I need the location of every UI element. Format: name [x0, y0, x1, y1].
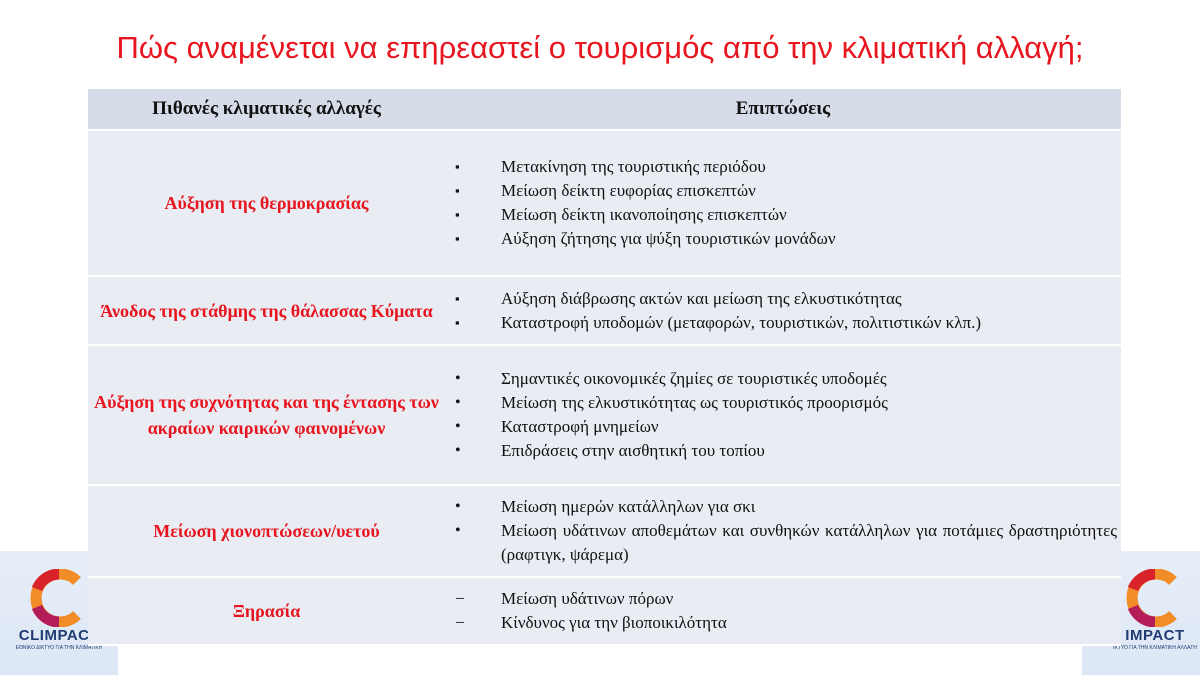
list-item [455, 415, 1121, 439]
climate-change-cell: Αύξηση της συχνότητας και της έντασης των ακραίων καιρικών φαινομένων [88, 345, 445, 485]
impact-text: Καταστροφή υποδομών (μεταφορών, τουριστικών, πολιτιστικών κλπ.) [501, 312, 981, 332]
square-bullet-icon: ▪ [455, 183, 460, 198]
round-bullet-icon: • [455, 370, 461, 387]
climpact-c-icon [29, 569, 89, 627]
header-climate-changes: Πιθανές κλιματικές αλλαγές [88, 89, 445, 130]
square-bullet-icon: ▪ [455, 314, 460, 330]
list-item [455, 227, 1121, 251]
impact-text: Μετακίνηση της τουριστικής περιόδου [501, 157, 766, 176]
dash-bullet-icon: − [455, 613, 465, 632]
table-row [88, 130, 1121, 276]
impacts-list [445, 155, 1121, 251]
list-item [455, 611, 1121, 635]
list-item [455, 587, 1121, 611]
impact-text: Μείωση υδάτινων αποθεμάτων και συνθηκών κατάλληλων για ποτάμιες δραστηριότητες (ραφτιγκ, ψάρεμα) [501, 521, 1117, 564]
impact-text: Μείωση δείκτη ικανοποίησης επισκεπτών [501, 205, 787, 224]
impacts-cell [445, 485, 1121, 577]
square-bullet-icon: ▪ [455, 231, 460, 246]
list-item [455, 367, 1121, 391]
climate-change-cell: Αύξηση της θερμοκρασίας [88, 130, 445, 276]
list-item [455, 203, 1121, 227]
table-row [88, 345, 1121, 485]
list-item [455, 287, 1121, 311]
impact-text: Μείωση δείκτη ευφορίας επισκεπτών [501, 181, 756, 200]
logo-tagline-right: ΙΚΤΥΟ ΓΙΑ ΤΗΝ ΚΛΙΜΑΤΙΚΗ ΑΛΛΑΓΗ [1113, 645, 1197, 651]
impacts-list [445, 495, 1121, 567]
climate-change-cell: Μείωση χιονοπτώσεων/υετού [88, 485, 445, 577]
list-item [455, 495, 1121, 519]
header-impacts: Επιπτώσεις [445, 89, 1121, 130]
list-item [455, 179, 1121, 203]
logo-wordmark-left: CLIMPACT [18, 627, 100, 644]
impact-text: Αύξηση ζήτησης για ψύξη τουριστικών μονάδων [501, 229, 836, 248]
square-bullet-icon: ▪ [455, 159, 460, 174]
list-item [455, 439, 1121, 463]
dash-bullet-icon: − [455, 589, 465, 608]
table-row [88, 485, 1121, 577]
impacts-cell [445, 577, 1121, 645]
square-bullet-icon: ▪ [455, 207, 460, 222]
impacts-list [445, 367, 1121, 463]
list-item [455, 391, 1121, 415]
impact-text: Καταστροφή μνημείων [501, 417, 659, 436]
climpact-c-icon [1125, 569, 1185, 627]
logo-tagline-left: ΕΘΝΙΚΟ ΔΙΚΤΥΟ ΓΙΑ ΤΗΝ ΚΛΙΜΑΤΙΚΗ [15, 645, 103, 651]
impact-text: Μείωση υδάτινων πόρων [501, 589, 674, 608]
round-bullet-icon: • [455, 394, 461, 411]
impacts-list [445, 287, 1121, 335]
impact-text: Σημαντικές οικονομικές ζημίες σε τουριστικές υποδομές [501, 369, 887, 388]
round-bullet-icon: • [455, 442, 461, 459]
square-bullet-icon: ▪ [455, 290, 460, 306]
round-bullet-icon: • [455, 522, 461, 539]
impact-text: Κίνδυνος για την βιοποικιλότητα [501, 613, 727, 632]
list-item [455, 519, 1121, 567]
impact-text: Μείωση της ελκυστικότητας ως τουριστικός προορισμός [501, 393, 888, 412]
climate-change-cell: Ξηρασία [88, 577, 445, 645]
table-row [88, 577, 1121, 645]
round-bullet-icon: • [455, 498, 461, 515]
climate-change-cell: Άνοδος της στάθμης της θάλασσας Κύματα [88, 276, 445, 345]
list-item [455, 155, 1121, 179]
impact-text: Επιδράσεις στην αισθητική του τοπίου [501, 441, 765, 460]
logo-wordmark-right: IMPACT [1125, 627, 1185, 644]
table-row [88, 276, 1121, 345]
table-header-row [88, 89, 1121, 130]
impacts-cell [445, 130, 1121, 276]
round-bullet-icon: • [455, 418, 461, 435]
impacts-cell [445, 276, 1121, 345]
list-item [455, 311, 1121, 335]
table-body [88, 130, 1121, 645]
impact-text: Μείωση ημερών κατάλληλων για σκι [501, 497, 756, 516]
slide-title: Πώς αναμένεται να επηρεαστεί ο τουρισμός από την κλιματική αλλαγή; [116, 30, 1084, 65]
impacts-cell [445, 345, 1121, 485]
impact-text: Αύξηση διάβρωσης ακτών και μείωση της ελκυστικότητας [501, 288, 902, 308]
climate-impact-table [88, 89, 1121, 646]
impacts-list [445, 587, 1121, 635]
